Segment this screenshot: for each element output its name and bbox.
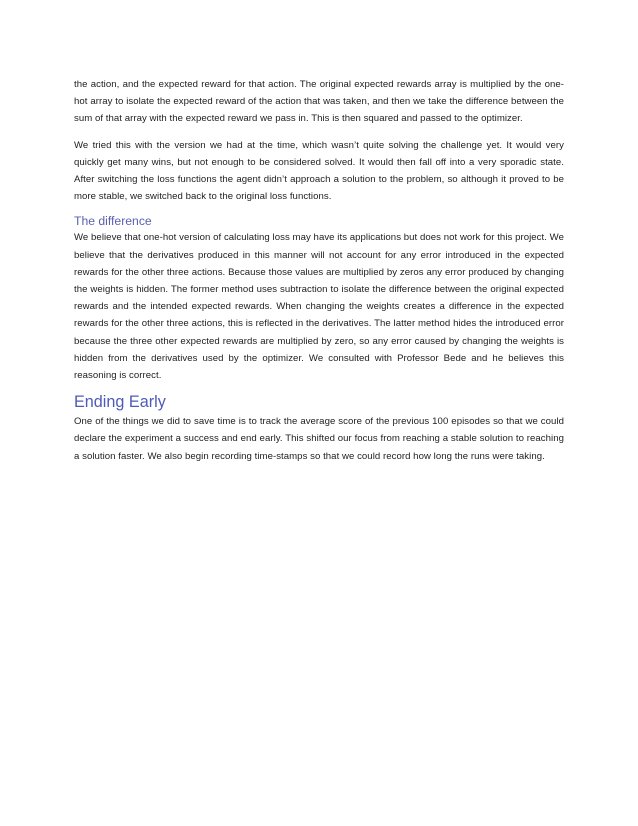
ending-early-paragraph: One of the things we did to save time is to track the average score of the previous 100 episodes so that we could declare the experiment a success and end early. This shifted our focus from reaching a stable solution to reaching a solution faster. We also begin recording time-stamps so that we could record how long the runs were taking.	[74, 416, 564, 462]
page-content	[74, 76, 564, 474]
difference-paragraph: We believe that one-hot version of calculating loss may have its applications but does not work for this project. We believe that the derivatives produced in this manner will not account for any error introduced in the expected rewards for the other three actions. Because those values are multiplied by zeros any error produced by changing the weights is hidden. The former method uses subtraction to isolate the difference between the original expected rewards and the intended expected rewards. When changing the weights creates a difference in the expected rewards for the other three actions, this is reflected in the derivatives. The latter method hides the introduced error because the three other expected rewards are multiplied by zero, so any error caused by changing the weights is hidden from the derivatives used by the optimizer. We consulted with Professor Bede and he believes this reasoning is correct.	[74, 232, 564, 382]
intro-paragraph: the action, and the expected reward for that action. The original expected rewards array is multiplied by the one-hot array to isolate the expected reward of the action that was taken, and then we take the difference between the sum of that array with the expected reward we pass in. This is then squared and passed to the optimizer.	[74, 79, 564, 125]
tried-paragraph: We tried this with the version we had at the time, which wasn’t quite solving the challenge yet. It would very quickly get many wins, but not enough to be considered solved. It would then fall off into a very sporadic state. After switching the loss functions the agent didn’t approach a solution to the problem, so although it proved to be more stable, we switched back to the original loss functions.	[74, 139, 564, 203]
heading-the-difference: The difference	[74, 214, 152, 229]
heading-ending-early: Ending Early	[74, 393, 166, 412]
